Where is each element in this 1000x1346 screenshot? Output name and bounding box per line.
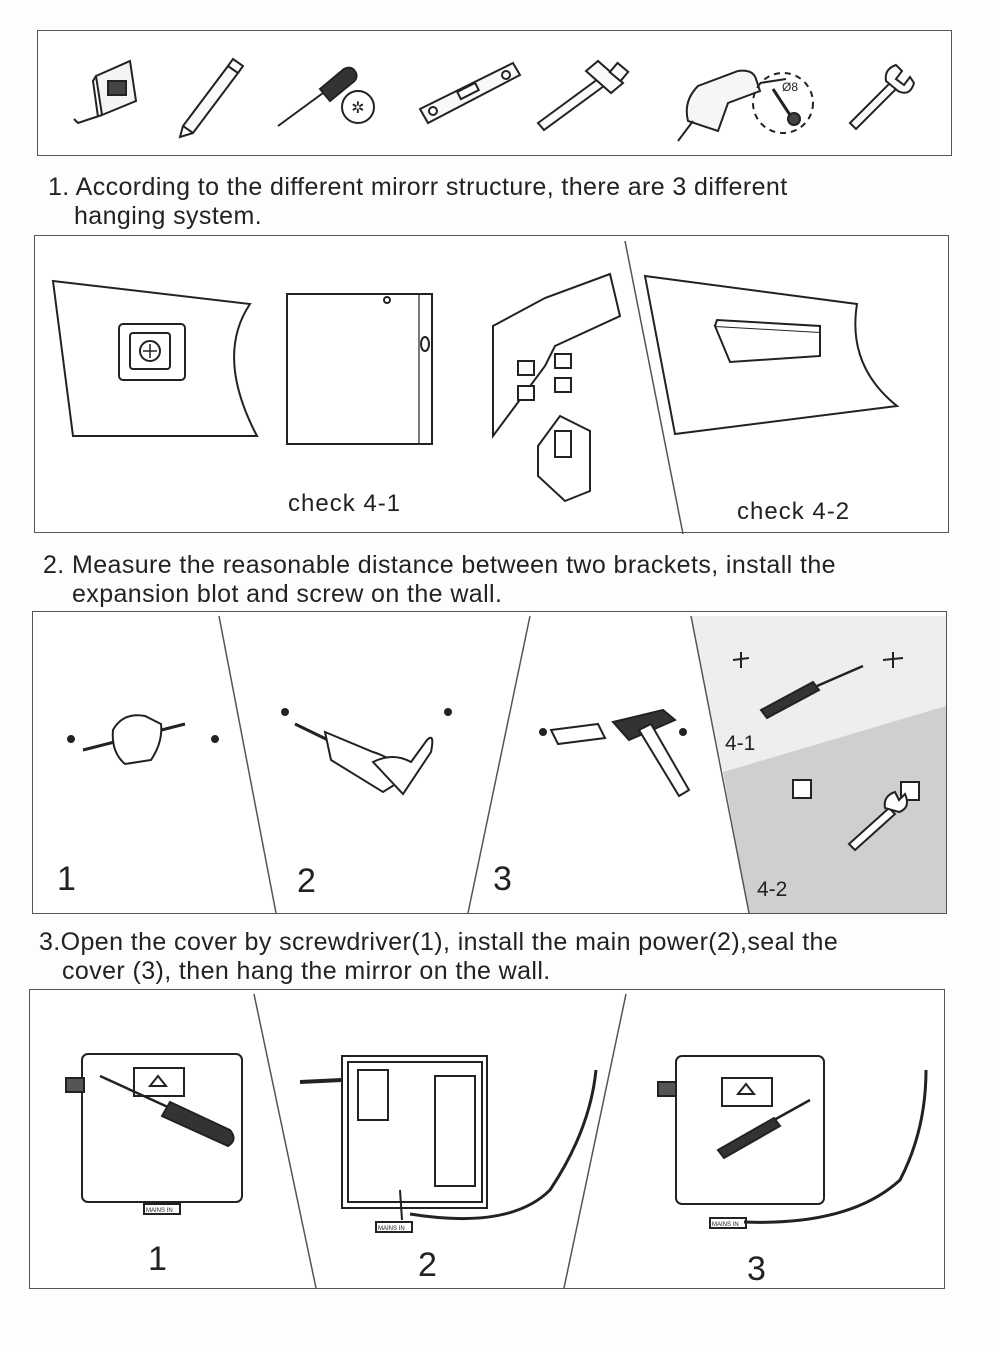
step-2-panel-3-number: 3 <box>493 860 512 898</box>
seal-cover-illustration <box>658 1056 926 1228</box>
step-2-panel-1-number: 1 <box>57 860 76 898</box>
mains-label-3: MAINS IN <box>712 1222 739 1228</box>
step-1-text <box>48 173 788 231</box>
step-1-line-1: 1. According to the different mirorr structure, there are 3 different <box>48 173 788 201</box>
step-2-line-1: 2. Measure the reasonable distance between two brackets, install the <box>43 551 836 579</box>
electrical-panel <box>29 989 945 1289</box>
label-4-1: 4-1 <box>725 732 756 755</box>
framed-mirror-illustration <box>287 294 432 444</box>
hanging-systems-illustration <box>35 236 950 534</box>
screwdriver-icon <box>278 68 374 126</box>
mains-label-2: MAINS IN <box>378 1226 405 1232</box>
step-1-line-2: hanging system. <box>74 202 263 230</box>
open-cover-illustration <box>66 1054 242 1214</box>
drill-bit-size-label: Ø8 <box>782 80 799 94</box>
step-2-text <box>43 551 836 609</box>
step-2-panel-2-number: 2 <box>297 862 316 900</box>
hanging-systems-panel <box>34 235 949 533</box>
hammer-icon <box>538 61 628 130</box>
step-3-line-2: cover (3), then hang the mirror on the wall. <box>62 957 551 985</box>
bracket-install-illustration <box>33 612 948 915</box>
label-4-2: 4-2 <box>757 878 788 901</box>
check-4-1-label: check 4-1 <box>288 490 402 517</box>
step-2-line-2: expansion blot and screw on the wall. <box>72 580 503 608</box>
wiring-illustration <box>300 1056 596 1232</box>
mark-wall-illustration <box>68 715 218 764</box>
step-3-text <box>39 928 838 986</box>
electrical-illustration <box>30 990 946 1290</box>
drilling-illustration <box>282 709 451 794</box>
tape-measure-icon <box>74 61 136 123</box>
tools-illustration <box>38 31 953 157</box>
hammer-anchor-illustration <box>540 710 689 796</box>
spirit-level-icon <box>420 63 520 123</box>
step-3-line-1: 3.Open the cover by screwdriver(1), install the main power(2),seal the <box>39 928 839 956</box>
check-4-2-label: check 4-2 <box>737 498 851 525</box>
step-3-panel-2-number: 2 <box>418 1246 437 1284</box>
mains-label-1: MAINS IN <box>146 1208 173 1214</box>
pencil-icon <box>180 59 243 137</box>
wrench-icon <box>850 65 914 129</box>
mirror-back-plate-illustration <box>53 281 257 436</box>
cabinet-bracket-illustration <box>493 274 620 501</box>
svg-text:✲: ✲ <box>351 100 365 117</box>
step-3-panel-3-number: 3 <box>747 1250 766 1288</box>
step-3-panel-1-number: 1 <box>148 1240 167 1278</box>
wall-bracket-illustration <box>645 276 897 434</box>
tools-panel <box>37 30 952 156</box>
bracket-install-panel <box>32 611 947 914</box>
